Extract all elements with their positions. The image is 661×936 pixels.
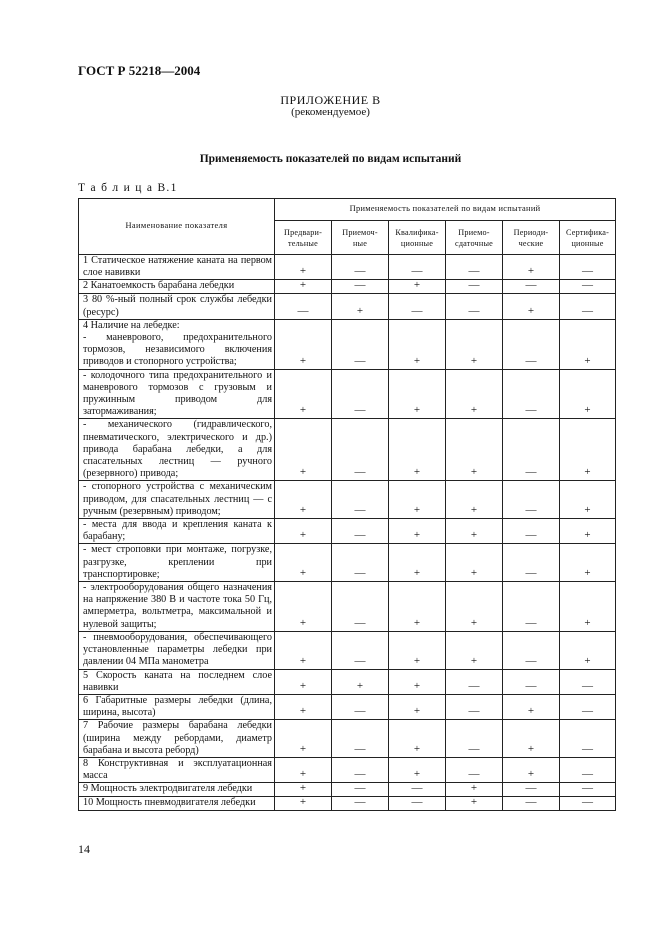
indicator-name — [79, 481, 275, 519]
applicability-mark: + — [446, 481, 503, 519]
applicability-mark: — — [503, 280, 560, 294]
column-header — [275, 221, 332, 255]
applicability-table — [78, 198, 616, 811]
applicability-mark: — — [332, 797, 389, 811]
applicability-mark: + — [275, 797, 332, 811]
appendix-title: ПРИЛОЖЕНИЕ В — [280, 93, 381, 107]
applicability-mark: + — [389, 369, 446, 419]
applicability-mark: + — [560, 519, 616, 544]
table-row — [79, 481, 616, 519]
column-header-line: ческие — [518, 238, 544, 248]
applicability-mark: — — [389, 783, 446, 797]
table-row — [79, 519, 616, 544]
applicability-mark: — — [332, 720, 389, 758]
indicator-name-line: 8 Конструктивная и эксплуатационная масса — [83, 757, 272, 782]
indicator-name — [79, 280, 275, 294]
applicability-mark: — — [332, 481, 389, 519]
indicator-name — [79, 720, 275, 758]
applicability-mark: — — [332, 369, 389, 419]
indicator-name-line: 2 Канатоемкость барабана лебедки — [83, 280, 235, 292]
indicator-name-line: - маневрового, предохранительного тормозов, независимого включения приводов и стопорного устройства; — [83, 332, 272, 368]
indicator-name — [79, 631, 275, 669]
column-header-line: ционные — [400, 238, 434, 248]
applicability-mark: — — [332, 255, 389, 280]
table-row — [79, 797, 616, 811]
applicability-mark: + — [560, 582, 616, 632]
applicability-mark: — — [503, 519, 560, 544]
indicator-name-line: - электрооборудования общего назначения на напряжение 380 В и частоте тока 50 Гц, амперметра, вольтметра, максимальной и нулевой защиты; — [83, 582, 272, 630]
applicability-mark: + — [275, 419, 332, 481]
table-row — [79, 694, 616, 719]
appendix-subtitle: (рекомендуемое) — [291, 106, 370, 118]
indicator-name — [79, 519, 275, 544]
applicability-mark: + — [446, 797, 503, 811]
applicability-mark: + — [275, 669, 332, 694]
applicability-mark: + — [332, 294, 389, 319]
applicability-mark: + — [275, 481, 332, 519]
applicability-mark: — — [275, 294, 332, 319]
table-row — [79, 757, 616, 782]
applicability-mark: — — [503, 419, 560, 481]
indicator-name-line: 9 Мощность электродвигателя лебедки — [83, 783, 253, 795]
indicator-name — [79, 419, 275, 481]
applicability-mark: — — [560, 280, 616, 294]
applicability-mark: — — [560, 720, 616, 758]
column-header — [389, 221, 446, 255]
table-row — [79, 631, 616, 669]
table-row — [79, 255, 616, 280]
applicability-mark: — — [503, 669, 560, 694]
applicability-mark: — — [446, 294, 503, 319]
applicability-mark: + — [389, 280, 446, 294]
applicability-mark: — — [332, 783, 389, 797]
applicability-mark: — — [332, 544, 389, 582]
table-row — [79, 280, 616, 294]
column-header-line: тельные — [288, 238, 318, 248]
applicability-mark: + — [446, 582, 503, 632]
indicator-name-line: 3 80 %-ный полный срок службы лебедки (ресурс) — [83, 294, 272, 318]
indicator-name — [79, 757, 275, 782]
applicability-mark: + — [389, 720, 446, 758]
applicability-mark: + — [389, 481, 446, 519]
applicability-mark: + — [446, 419, 503, 481]
indicator-name — [79, 369, 275, 419]
applicability-mark: — — [446, 757, 503, 782]
applicability-mark: + — [389, 544, 446, 582]
indicator-name-line: - мест строповки при монтаже, погрузке, разгрузке, креплении при транспортировке; — [83, 544, 272, 580]
indicator-name — [79, 582, 275, 632]
applicability-mark: + — [389, 319, 446, 369]
applicability-mark: — — [332, 519, 389, 544]
column-header-line: Предвари- — [283, 227, 323, 237]
indicator-name — [79, 694, 275, 719]
applicability-mark: — — [560, 669, 616, 694]
column-header-line: Сертифика- — [566, 227, 610, 237]
column-header-line: Квалифика- — [395, 227, 439, 237]
indicator-name-line: - стопорного устройства с механическим приводом, для спасательных лестниц — с ручным (резервным) приводом; — [83, 481, 272, 517]
applicability-mark: + — [275, 582, 332, 632]
table-row — [79, 544, 616, 582]
column-header — [332, 221, 389, 255]
applicability-mark: — — [560, 783, 616, 797]
applicability-mark: + — [275, 783, 332, 797]
applicability-mark: + — [275, 519, 332, 544]
table-row — [79, 369, 616, 419]
applicability-mark: + — [560, 631, 616, 669]
column-header — [560, 221, 616, 255]
indicator-name — [79, 669, 275, 694]
applicability-mark: — — [560, 694, 616, 719]
applicability-mark: — — [503, 544, 560, 582]
table-row — [79, 419, 616, 481]
applicability-mark: + — [503, 757, 560, 782]
table-row — [79, 294, 616, 319]
applicability-mark: + — [446, 783, 503, 797]
applicability-mark: + — [275, 694, 332, 719]
applicability-mark: — — [332, 694, 389, 719]
applicability-mark: + — [446, 544, 503, 582]
applicability-mark: — — [332, 319, 389, 369]
applicability-mark: + — [275, 631, 332, 669]
applicability-mark: + — [275, 319, 332, 369]
table-row — [79, 582, 616, 632]
indicator-name-line: - колодочного типа предохранительного и маневрового тормозов с грузовым и пружинным приводом для затормаживания; — [83, 369, 272, 418]
applicability-mark: — — [503, 783, 560, 797]
indicator-name — [79, 319, 275, 369]
applicability-mark: + — [389, 419, 446, 481]
table-row — [79, 783, 616, 797]
applicability-mark: + — [389, 669, 446, 694]
applicability-mark: — — [389, 294, 446, 319]
applicability-mark: + — [503, 720, 560, 758]
table-caption: Т а б л и ц а В.1 — [78, 182, 178, 194]
indicator-name-line: 7 Рабочие размеры барабана лебедки (ширина между ребордами, диаметр барабана и высота реборд) — [83, 720, 272, 756]
applicability-mark: + — [275, 544, 332, 582]
applicability-mark: + — [275, 720, 332, 758]
header-applicability-group: Применяемость показателей по видам испытаний — [275, 199, 616, 221]
applicability-mark: — — [389, 255, 446, 280]
table-row — [79, 319, 616, 369]
applicability-mark: — — [503, 319, 560, 369]
applicability-mark: + — [275, 369, 332, 419]
applicability-mark: + — [446, 319, 503, 369]
indicator-name-line: - пневмооборудования, обеспечивающего установленные параметры лебедки при давлении 04 МПа манометра — [83, 631, 272, 668]
section-title: Применяемость показателей по видам испытаний — [199, 153, 462, 165]
column-header-line: Приемоч- — [342, 227, 378, 237]
applicability-mark: — — [560, 255, 616, 280]
applicability-mark: + — [560, 481, 616, 519]
indicator-name-line: 6 Габаритные размеры лебедки (длина, ширина, высота) — [83, 694, 272, 719]
applicability-mark: — — [503, 481, 560, 519]
applicability-mark: — — [503, 582, 560, 632]
applicability-mark: + — [389, 694, 446, 719]
column-header-line: Приемо- — [458, 227, 490, 237]
applicability-mark: — — [332, 757, 389, 782]
applicability-mark: — — [503, 369, 560, 419]
indicator-name-line: 4 Наличие на лебедке: — [83, 319, 180, 331]
column-header-line: ционные — [571, 238, 604, 248]
applicability-mark: — — [332, 582, 389, 632]
applicability-mark: — — [446, 720, 503, 758]
applicability-mark: + — [560, 369, 616, 419]
applicability-mark: + — [275, 757, 332, 782]
indicator-name — [79, 255, 275, 280]
applicability-mark: — — [503, 631, 560, 669]
indicator-name-line: 10 Мощность пневмодвигателя лебедки — [83, 797, 256, 809]
applicability-mark: — — [446, 669, 503, 694]
applicability-mark: + — [389, 757, 446, 782]
applicability-mark: + — [560, 419, 616, 481]
applicability-mark: — — [560, 797, 616, 811]
applicability-mark: — — [560, 757, 616, 782]
applicability-mark: + — [446, 369, 503, 419]
applicability-mark: + — [560, 544, 616, 582]
applicability-mark: + — [275, 255, 332, 280]
applicability-mark: + — [503, 694, 560, 719]
column-header — [446, 221, 503, 255]
indicator-name — [79, 797, 275, 811]
applicability-mark: + — [332, 669, 389, 694]
applicability-mark: — — [503, 797, 560, 811]
applicability-mark: + — [446, 631, 503, 669]
applicability-mark: — — [389, 797, 446, 811]
applicability-mark: + — [503, 294, 560, 319]
applicability-mark: — — [446, 255, 503, 280]
header-indicator-name: Наименование показателя — [79, 199, 275, 255]
applicability-mark: + — [503, 255, 560, 280]
applicability-mark: + — [275, 280, 332, 294]
applicability-mark: + — [560, 319, 616, 369]
column-header-line: Периоди- — [513, 227, 549, 237]
indicator-name — [79, 294, 275, 319]
indicator-name-line: - места для ввода и крепления каната к барабану; — [83, 519, 272, 543]
column-header-line: ные — [352, 238, 368, 248]
table-row — [79, 669, 616, 694]
column-header-line: сдаточные — [454, 238, 493, 248]
applicability-mark: — — [560, 294, 616, 319]
applicability-mark: + — [389, 631, 446, 669]
indicator-name-line: - механического (гидравлического, пневматического, электрического и др.) привода барабана лебедки, а для спасательных лестниц — ручного (резервного) привода; — [83, 419, 272, 480]
applicability-mark: + — [446, 519, 503, 544]
indicator-name — [79, 544, 275, 582]
indicator-name — [79, 783, 275, 797]
applicability-mark: + — [389, 582, 446, 632]
document-header: ГОСТ Р 52218—2004 — [78, 63, 201, 78]
applicability-mark: + — [389, 519, 446, 544]
applicability-mark: — — [446, 280, 503, 294]
applicability-mark: — — [446, 694, 503, 719]
applicability-mark: — — [332, 419, 389, 481]
page-number: 14 — [78, 842, 90, 856]
column-header — [503, 221, 560, 255]
applicability-mark: — — [332, 280, 389, 294]
table-row — [79, 720, 616, 758]
indicator-name-line: 1 Статическое натяжение каната на первом слое навивки — [83, 255, 272, 279]
indicator-name-line: 5 Скорость каната на последнем слое навивки — [83, 669, 272, 693]
applicability-mark: — — [332, 631, 389, 669]
